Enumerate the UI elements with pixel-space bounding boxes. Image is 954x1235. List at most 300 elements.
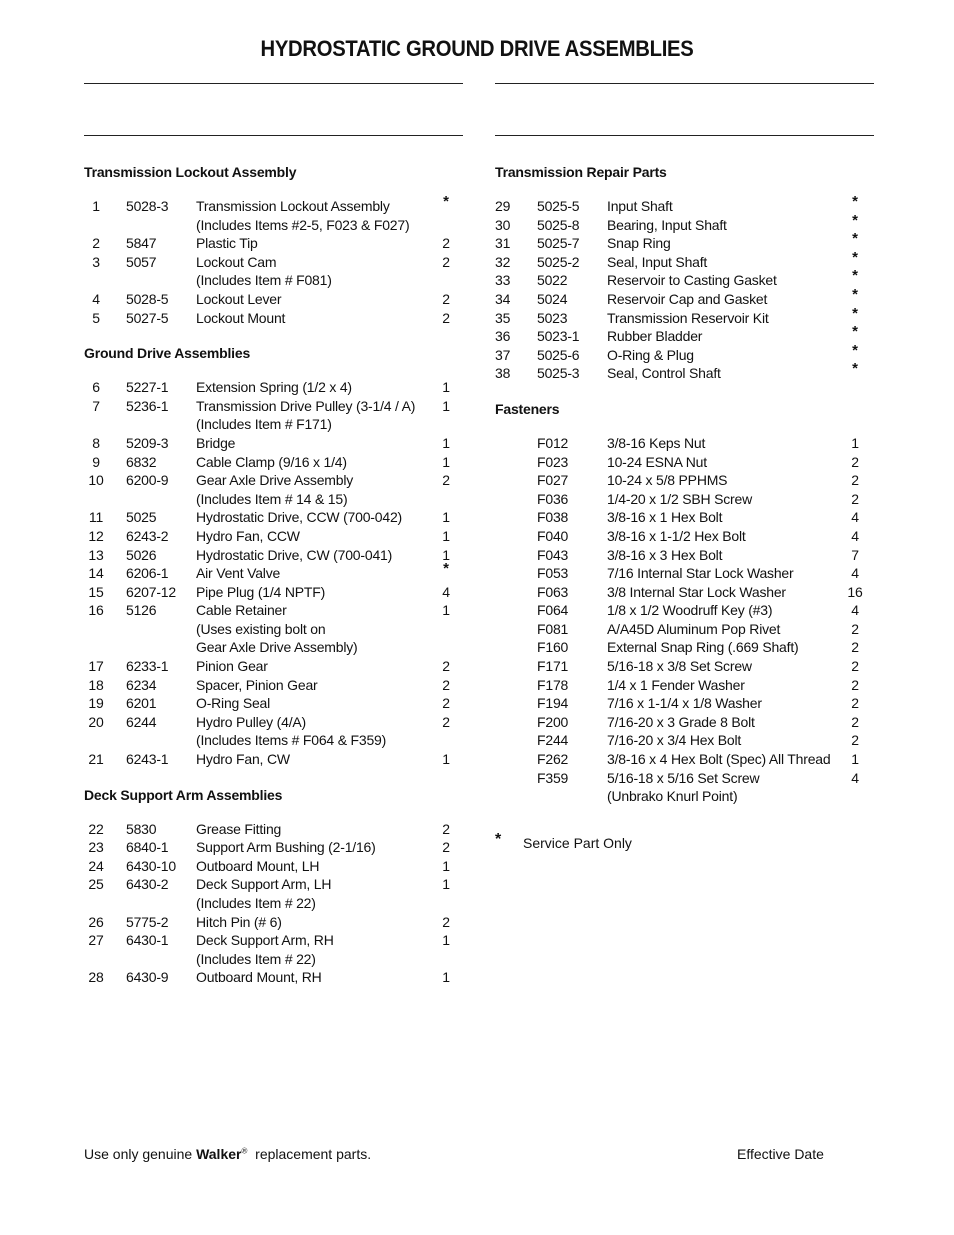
row-item-number: 38 — [495, 365, 511, 382]
row-part-number: 5027-5 — [126, 309, 169, 326]
row-part-number: 6430-9 — [126, 969, 169, 986]
row-quantity: * — [852, 193, 858, 210]
parts-row — [84, 434, 464, 453]
row-quantity: 2 — [442, 472, 450, 489]
row-part-number: 6207-12 — [126, 583, 176, 600]
row-part-number: F036 — [537, 490, 569, 507]
row-item-number: 26 — [88, 913, 104, 930]
row-quantity: 2 — [851, 658, 859, 675]
row-item-number: 15 — [88, 583, 104, 600]
parts-row — [84, 657, 464, 676]
page-title: HYDROSTATIC GROUND DRIVE ASSEMBLIES — [260, 36, 694, 61]
parts-row — [84, 931, 464, 950]
row-quantity: * — [852, 304, 858, 322]
row-description: Gear Axle Drive Assembly) — [196, 639, 358, 656]
parts-row — [84, 290, 464, 309]
parts-row — [495, 360, 875, 383]
row-part-number: F194 — [537, 695, 569, 712]
row-quantity: 4 — [851, 527, 859, 544]
section-spacer — [84, 807, 464, 820]
parts-row — [84, 546, 464, 565]
parts-row — [495, 527, 875, 546]
row-part-number: 5023 — [537, 309, 568, 326]
row-description: 3/8-16 x 1 Hex Bolt — [607, 509, 723, 526]
row-item-number: 25 — [88, 876, 104, 893]
row-description: 3/8-16 x 1-1/2 Hex Bolt — [607, 527, 746, 544]
header-rule-right-2 — [495, 135, 874, 136]
row-quantity: 2 — [442, 913, 450, 930]
row-description: 3/8-16 Keps Nut — [607, 434, 706, 451]
row-item-number: 32 — [495, 253, 511, 270]
row-item-number: 27 — [88, 932, 104, 949]
parts-row — [84, 234, 464, 253]
row-part-number: 5025-3 — [537, 365, 580, 382]
row-quantity: * — [852, 248, 858, 266]
header-rule-left-1 — [84, 83, 463, 84]
row-item-number: 5 — [92, 309, 100, 326]
row-part-number: 5023-1 — [537, 328, 580, 345]
row-description: 1/4-20 x 1/2 SBH Screw — [607, 490, 752, 507]
row-description: Reservoir to Casting Gasket — [607, 272, 777, 289]
row-part-number: 5025-8 — [537, 216, 580, 233]
parts-section — [84, 341, 464, 782]
row-item-number: 37 — [495, 346, 511, 363]
section-heading: Transmission Lockout Assembly — [84, 164, 297, 180]
parts-row — [84, 713, 464, 732]
parts-row — [495, 731, 875, 750]
row-item-number: 35 — [495, 309, 511, 326]
parts-row — [84, 731, 464, 750]
row-quantity: 4 — [851, 602, 859, 619]
row-part-number: 6206-1 — [126, 565, 169, 582]
right-parts-column — [495, 160, 875, 806]
row-description: External Snap Ring (.669 Shaft) — [607, 639, 799, 656]
row-description: Transmission Lockout Assembly — [196, 198, 390, 214]
parts-row — [84, 309, 464, 328]
row-quantity: 2 — [851, 620, 859, 637]
parts-row — [495, 304, 875, 328]
footer-suffix: replacement parts. — [255, 1146, 372, 1162]
row-description: O-Ring Seal — [196, 695, 271, 712]
row-quantity: 4 — [851, 565, 859, 582]
row-description: 10-24 x 5/8 PPHMS — [607, 472, 728, 489]
row-description: Extension Spring (1/2 x 4) — [196, 379, 352, 396]
row-quantity: 2 — [442, 695, 450, 712]
parts-row — [495, 453, 875, 472]
row-description: Hydrostatic Drive, CW (700-041) — [196, 546, 393, 563]
row-part-number: 5057 — [126, 253, 157, 270]
row-description: 7/16-20 x 3 Grade 8 Bolt — [607, 713, 755, 730]
row-item-number: 28 — [88, 969, 104, 986]
row-description: Hydrostatic Drive, CCW (700-042) — [196, 509, 402, 526]
parts-row — [495, 787, 875, 806]
row-item-number: 19 — [88, 695, 104, 712]
row-quantity: 4 — [851, 509, 859, 526]
row-description: (Includes Item # F081) — [196, 272, 332, 289]
parts-row — [495, 657, 875, 676]
row-quantity: 1 — [442, 379, 450, 396]
parts-row — [495, 508, 875, 527]
row-quantity: 16 — [847, 583, 863, 600]
left-parts-column — [84, 160, 464, 987]
parts-row — [495, 750, 875, 769]
row-description: (Includes Item # 22) — [196, 950, 316, 967]
row-item-number: 22 — [88, 820, 104, 837]
parts-row — [84, 950, 464, 969]
footnote-text: Service Part Only — [523, 835, 632, 851]
row-description: 3/8-16 x 3 Hex Bolt — [607, 546, 723, 563]
row-item-number: 11 — [88, 509, 104, 526]
row-description: Support Arm Bushing (2-1/16) — [196, 839, 376, 856]
parts-row — [84, 875, 464, 894]
row-part-number: 6201 — [126, 695, 157, 712]
parts-row — [495, 285, 875, 309]
parts-row — [495, 434, 875, 453]
row-description: 1/8 x 1/2 Woodruff Key (#3) — [607, 602, 773, 619]
footer-prefix: Use only genuine — [84, 1146, 193, 1162]
row-description: 3/8 Internal Star Lock Washer — [607, 583, 786, 600]
row-item-number: 1 — [92, 198, 100, 214]
parts-section — [495, 397, 875, 806]
row-description: Bridge — [196, 434, 236, 451]
row-part-number: 6200-9 — [126, 472, 169, 489]
row-description: 5/16-18 x 5/16 Set Screw — [607, 769, 760, 786]
row-description: Hydro Fan, CW — [196, 751, 290, 768]
row-part-number: F027 — [537, 472, 569, 489]
parts-row — [84, 857, 464, 876]
row-description: Hitch Pin (# 6) — [196, 913, 282, 930]
parts-row — [84, 527, 464, 546]
parts-row — [495, 694, 875, 713]
parts-row — [495, 713, 875, 732]
row-item-number: 14 — [88, 565, 104, 582]
row-part-number: F064 — [537, 602, 569, 619]
row-description: Deck Support Arm, RH — [196, 932, 334, 949]
section-spacer — [84, 184, 464, 197]
parts-row — [495, 546, 875, 565]
row-part-number: 6243-2 — [126, 527, 169, 544]
row-part-number: F160 — [537, 639, 569, 656]
row-part-number: F053 — [537, 565, 569, 582]
row-part-number: F244 — [537, 732, 569, 749]
row-part-number: 6430-1 — [126, 932, 169, 949]
row-part-number: 6244 — [126, 713, 157, 730]
row-quantity: * — [852, 341, 858, 359]
parts-row — [84, 601, 464, 620]
row-part-number: F359 — [537, 769, 569, 786]
parts-row — [84, 560, 464, 583]
parts-row — [84, 820, 464, 839]
row-description: Outboard Mount, LH — [196, 857, 320, 874]
row-description: Grease Fitting — [196, 820, 282, 837]
parts-row — [495, 583, 875, 602]
row-part-number: 5022 — [537, 272, 568, 289]
row-part-number: 5025-7 — [537, 235, 580, 252]
row-quantity: * — [443, 560, 449, 578]
row-quantity: 1 — [442, 527, 450, 544]
row-description: (Uses existing bolt on — [196, 620, 326, 637]
row-description: Spacer, Pinion Gear — [196, 676, 318, 693]
row-quantity: 1 — [442, 876, 450, 893]
row-description: (Includes Item # 22) — [196, 895, 316, 911]
row-description: Hydro Fan, CCW — [196, 527, 300, 544]
row-description: Plastic Tip — [196, 235, 258, 252]
effective-date: Effective Date — [737, 1146, 824, 1162]
section-spacer — [495, 421, 875, 434]
row-quantity: * — [852, 285, 858, 303]
row-quantity: 2 — [442, 676, 450, 693]
row-quantity: 2 — [442, 235, 450, 252]
row-part-number: 5227-1 — [126, 379, 169, 396]
row-part-number: 6234 — [126, 676, 157, 693]
row-quantity: 2 — [442, 658, 450, 675]
footnote-symbol: * — [495, 831, 502, 848]
parts-row — [495, 267, 875, 290]
parts-row — [495, 676, 875, 695]
row-quantity: 4 — [442, 583, 450, 600]
row-item-number: 6 — [92, 379, 100, 396]
header-rule-left-2 — [84, 135, 463, 136]
row-description: 10-24 ESNA Nut — [607, 453, 707, 470]
row-quantity: 1 — [851, 751, 859, 768]
section-spacer — [84, 769, 464, 783]
parts-row — [495, 601, 875, 620]
parts-row — [84, 397, 464, 416]
row-part-number: F081 — [537, 620, 569, 637]
row-quantity: 1 — [442, 434, 450, 451]
row-quantity: 1 — [442, 602, 450, 619]
row-description: 3/8-16 x 4 Hex Bolt (Spec) All Thread — [607, 751, 831, 768]
section-spacer — [495, 383, 875, 397]
row-item-number: 4 — [92, 290, 100, 307]
row-item-number: 2 — [92, 235, 100, 252]
row-part-number: F012 — [537, 434, 569, 451]
row-part-number: 6840-1 — [126, 839, 169, 856]
row-part-number: 6233-1 — [126, 658, 169, 675]
row-quantity: 2 — [442, 290, 450, 307]
row-description: Cable Retainer — [196, 602, 287, 619]
row-quantity: 2 — [851, 490, 859, 507]
parts-row — [84, 271, 464, 290]
row-quantity: 2 — [851, 713, 859, 730]
row-description: (Includes Item # 14 & 15) — [196, 490, 348, 507]
row-description: Pinion Gear — [196, 658, 268, 675]
section-heading: Ground Drive Assemblies — [84, 345, 251, 362]
row-part-number: 6430-2 — [126, 876, 169, 893]
row-item-number: 20 — [88, 713, 104, 730]
parts-row — [84, 453, 464, 472]
row-description: Snap Ring — [607, 235, 671, 252]
row-item-number: 7 — [92, 397, 100, 414]
row-item-number: 16 — [88, 602, 104, 619]
row-part-number: 5024 — [537, 290, 568, 307]
parts-row — [84, 415, 464, 434]
row-description: Transmission Drive Pulley (3-1/4 / A) — [196, 397, 416, 414]
parts-row — [495, 193, 875, 216]
footer-brand: Walker — [196, 1146, 242, 1162]
row-part-number: 6832 — [126, 453, 157, 470]
row-part-number: F043 — [537, 546, 569, 563]
section-spacer — [495, 184, 875, 197]
parts-row — [84, 378, 464, 397]
row-item-number: 18 — [88, 676, 104, 693]
row-item-number: 3 — [92, 253, 100, 270]
row-part-number: F178 — [537, 676, 569, 693]
row-part-number: F200 — [537, 713, 569, 730]
row-part-number: 5028-3 — [126, 198, 169, 214]
row-part-number: 5209-3 — [126, 434, 169, 451]
parts-row — [84, 471, 464, 490]
parts-row — [84, 838, 464, 857]
parts-row — [495, 490, 875, 509]
row-item-number: 9 — [92, 453, 100, 470]
row-description: (Includes Items #2-5, F023 & F027) — [196, 216, 410, 233]
parts-row — [495, 248, 875, 272]
row-item-number: 31 — [495, 235, 511, 252]
row-item-number: 36 — [495, 328, 511, 345]
row-description: A/A45D Aluminum Pop Rivet — [607, 620, 781, 637]
row-part-number: 5025 — [126, 509, 157, 526]
row-description: 5/16-18 x 3/8 Set Screw — [607, 658, 752, 675]
row-quantity: 2 — [851, 639, 859, 656]
row-quantity: 2 — [851, 472, 859, 489]
parts-section — [84, 160, 464, 341]
row-part-number: 5236-1 — [126, 397, 169, 414]
row-item-number: 23 — [88, 839, 104, 856]
parts-row — [495, 211, 875, 235]
parts-row — [495, 564, 875, 583]
row-quantity: 4 — [851, 769, 859, 786]
row-quantity: 2 — [851, 732, 859, 749]
row-part-number: 5830 — [126, 820, 157, 837]
row-part-number: F063 — [537, 583, 569, 600]
row-item-number: 24 — [88, 857, 104, 874]
row-quantity: * — [443, 193, 449, 210]
row-part-number: F023 — [537, 453, 569, 470]
row-description: Gear Axle Drive Assembly — [196, 472, 354, 489]
parts-row — [495, 471, 875, 490]
row-part-number: 5126 — [126, 602, 157, 619]
row-part-number: 5847 — [126, 235, 157, 252]
row-description: 7/16 Internal Star Lock Washer — [607, 565, 794, 582]
row-description: Reservoir Cap and Gasket — [607, 290, 768, 307]
parts-row — [84, 676, 464, 695]
parts-row — [84, 490, 464, 509]
parts-row — [84, 968, 464, 987]
row-description: (Unbrako Knurl Point) — [607, 788, 738, 805]
row-part-number: F171 — [537, 658, 569, 675]
row-item-number: 21 — [88, 751, 104, 768]
footer-notice — [84, 1146, 371, 1162]
parts-row — [495, 323, 875, 346]
row-description: Air Vent Valve — [196, 565, 281, 582]
row-part-number: 5025-5 — [537, 198, 580, 214]
row-description: Outboard Mount, RH — [196, 969, 322, 986]
parts-section — [84, 783, 464, 987]
row-quantity: 2 — [851, 453, 859, 470]
row-quantity: 1 — [442, 969, 450, 986]
parts-row — [84, 583, 464, 602]
section-spacer — [84, 327, 464, 341]
row-description: Bearing, Input Shaft — [607, 216, 727, 233]
row-item-number: 10 — [88, 472, 104, 489]
section-heading: Fasteners — [495, 400, 560, 417]
parts-row — [84, 894, 464, 913]
row-description: 7/16 x 1-1/4 x 1/8 Washer — [607, 695, 762, 712]
row-item-number: 33 — [495, 272, 511, 289]
row-part-number: F040 — [537, 527, 569, 544]
header-rule-right-1 — [495, 83, 874, 84]
row-quantity: * — [852, 360, 858, 378]
row-part-number: F262 — [537, 751, 569, 768]
row-quantity: * — [852, 267, 858, 285]
parts-section — [495, 160, 875, 397]
row-description: Cable Clamp (9/16 x 1/4) — [196, 453, 347, 470]
row-quantity: * — [852, 211, 858, 229]
parts-row — [495, 638, 875, 657]
registered-mark: ® — [241, 1146, 248, 1156]
row-quantity: 2 — [442, 839, 450, 856]
row-quantity: * — [852, 230, 858, 248]
parts-row — [84, 750, 464, 769]
row-quantity: 2 — [851, 695, 859, 712]
row-quantity: 1 — [442, 857, 450, 874]
row-description: (Includes Items # F064 & F359) — [196, 732, 387, 749]
row-part-number: 6430-10 — [126, 857, 176, 874]
row-quantity: 1 — [442, 546, 450, 563]
row-item-number: 30 — [495, 216, 511, 233]
row-description: Transmission Reservoir Kit — [607, 309, 769, 326]
row-part-number: F038 — [537, 509, 569, 526]
row-item-number: 8 — [92, 434, 100, 451]
row-quantity: 7 — [851, 546, 859, 563]
row-item-number: 13 — [88, 546, 104, 563]
row-description: Deck Support Arm, LH — [196, 876, 332, 893]
parts-row — [84, 620, 464, 639]
row-part-number: 5025-6 — [537, 346, 580, 363]
parts-row — [84, 253, 464, 272]
row-quantity: 2 — [442, 820, 450, 837]
row-item-number: 34 — [495, 290, 511, 307]
row-description: (Includes Item # F171) — [196, 416, 332, 433]
row-description: 7/16-20 x 3/4 Hex Bolt — [607, 732, 742, 749]
parts-row — [495, 230, 875, 253]
parts-row — [495, 769, 875, 788]
section-heading: Deck Support Arm Assemblies — [84, 786, 283, 803]
section-heading: Transmission Repair Parts — [495, 164, 667, 180]
row-description: Seal, Control Shaft — [607, 365, 721, 382]
row-item-number: 17 — [88, 658, 104, 675]
parts-row — [495, 341, 875, 365]
row-part-number: 5775-2 — [126, 913, 169, 930]
parts-row — [84, 216, 464, 235]
row-description: Lockout Cam — [196, 253, 277, 270]
row-quantity: 1 — [442, 397, 450, 414]
row-quantity: 1 — [442, 453, 450, 470]
row-quantity: 1 — [851, 434, 859, 451]
row-description: Pipe Plug (1/4 NPTF) — [196, 583, 326, 600]
row-description: Lockout Lever — [196, 290, 282, 307]
row-part-number: 5026 — [126, 546, 157, 563]
parts-row — [84, 638, 464, 657]
parts-row — [84, 913, 464, 932]
row-description: 1/4 x 1 Fender Washer — [607, 676, 745, 693]
row-description: O-Ring & Plug — [607, 346, 694, 363]
row-description: Rubber Bladder — [607, 328, 703, 345]
row-item-number: 29 — [495, 198, 511, 214]
row-quantity: 1 — [442, 932, 450, 949]
row-quantity: 1 — [442, 509, 450, 526]
